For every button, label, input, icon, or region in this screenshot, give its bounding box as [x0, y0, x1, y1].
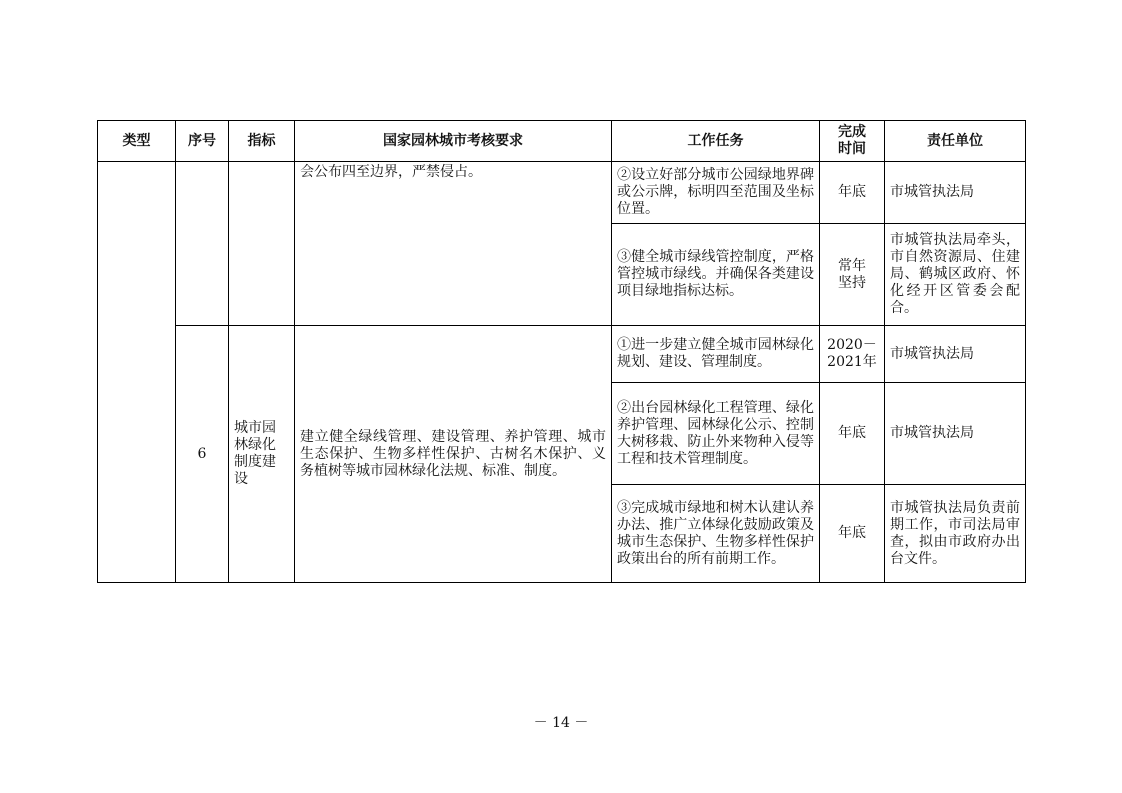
time-cell: 年底 [820, 383, 885, 485]
type-cell [98, 162, 176, 583]
unit-cell: 市城管执法局牵头，市自然资源局、住建局、鹤城区政府、怀化经开区管委会配合。 [885, 224, 1026, 326]
work-plan-table [97, 120, 1026, 583]
task-cell: ①进一步建立健全城市园林绿化规划、建设、管理制度。 [612, 326, 820, 383]
unit-cell: 市城管执法局 [885, 383, 1026, 485]
page-number: － 14 － [533, 715, 589, 731]
task-cell: ②设立好部分城市公园绿地界碑或公示牌，标明四至范围及坐标位置。 [612, 162, 820, 224]
time-cell: 2020－ 2021年 [820, 326, 885, 383]
header-task: 工作任务 [612, 121, 820, 162]
task-cell: ②出台园林绿化工程管理、绿化养护管理、园林绿化公示、控制大树移栽、防止外来物种入侵等工程和技术管理制度。 [612, 383, 820, 485]
header-indicator: 指标 [229, 121, 295, 162]
seq-cell [176, 162, 229, 326]
requirement-cell: 建立健全绿线管理、建设管理、养护管理、城市生态保护、生物多样性保护、古树名木保护、义务植树等城市园林绿化法规、标准、制度。 [295, 326, 612, 583]
task-cell: ③完成城市绿地和树木认建认养办法、推广立体绿化鼓励政策及城市生态保护、生物多样性保护政策出台的所有前期工作。 [612, 485, 820, 583]
header-requirement: 国家园林城市考核要求 [295, 121, 612, 162]
table-header-row [98, 121, 1026, 162]
seq-cell: 6 [176, 326, 229, 583]
header-unit: 责任单位 [885, 121, 1026, 162]
header-time: 完成 时间 [820, 121, 885, 162]
header-type: 类型 [98, 121, 176, 162]
indicator-cell [229, 162, 295, 326]
requirement-cell: 会公布四至边界，严禁侵占。 [295, 162, 612, 326]
unit-cell: 市城管执法局负责前期工作，市司法局审查，拟由市政府办出台文件。 [885, 485, 1026, 583]
indicator-cell: 城市园林绿化制度建设 [229, 326, 295, 583]
time-cell: 年底 [820, 162, 885, 224]
time-cell: 年底 [820, 485, 885, 583]
task-cell: ③健全城市绿线管控制度，严格管控城市绿线。并确保各类建设项目绿地指标达标。 [612, 224, 820, 326]
table-row [98, 162, 1026, 224]
table-row [98, 326, 1026, 383]
unit-cell: 市城管执法局 [885, 326, 1026, 383]
header-seq: 序号 [176, 121, 229, 162]
unit-cell: 市城管执法局 [885, 162, 1026, 224]
time-cell: 常年 坚持 [820, 224, 885, 326]
